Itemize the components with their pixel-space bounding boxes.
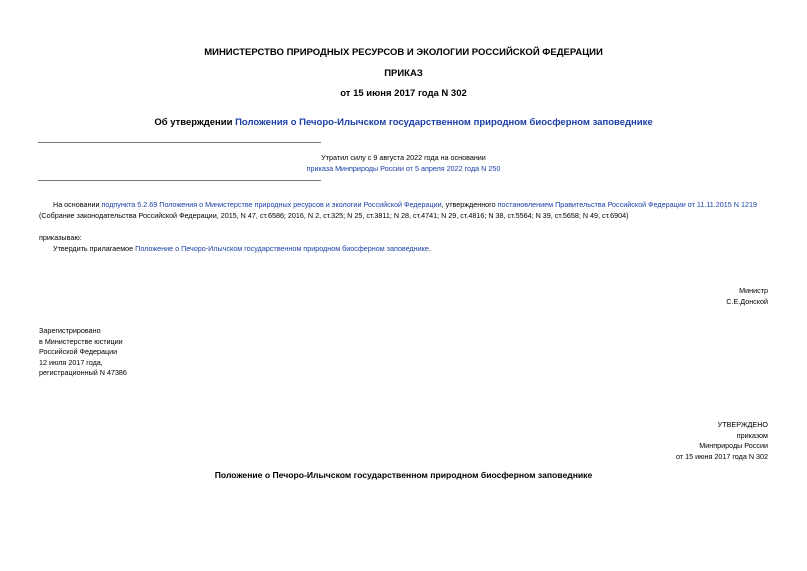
basis-paragraph [39,200,774,221]
signature-block [726,286,768,307]
basis-middle: , утвержденного [441,200,498,209]
registration-line3: Российской Федерации [39,347,118,356]
approved-line2: приказом [736,430,768,440]
approve-prefix: Утвердить прилагаемое [53,244,136,253]
basis-line2: (Собрание законодательства Российской Федерации, 2015, N 47, ст.6586; 2016, N 2, ст.325; N 25, ст.3811; N 28, ст.4741; N 29, ст.4816; N 38, ст.5564; N 39, ст.5658; N 49, ст.6904) [39,210,629,220]
signature-name: С.Е.Донской [726,296,768,306]
order-title [0,117,807,128]
doc-type-heading: ПРИКАЗ [384,68,423,79]
divider-top [38,142,321,143]
approved-line3: Минприроды России [699,441,768,450]
repeal-notice-line1: Утратил силу с 9 августа 2022 года на основании [321,153,486,162]
registration-line1: Зарегистрировано [39,326,101,335]
registration-line4: 12 июля 2017 года, [39,357,103,367]
approved-line4: от 15 июня 2017 года N 302 [675,451,768,461]
divider-bottom [38,180,321,181]
basis-link-regulation[interactable]: подпункта 5.2.69 Положения о Министерстве природных ресурсов и экологии Российской Федерации [101,200,442,209]
order-title-link[interactable]: Положения о Печоро-Илычском государственном природном биосферном заповеднике [235,117,653,128]
approved-line1: УТВЕРЖДЕНО [717,420,768,429]
basis-link-resolution[interactable]: постановлением Правительства Российской Федерации от 11.11.2015 N 1219 [497,200,757,209]
signature-position: Министр [739,286,768,295]
approve-paragraph [53,244,431,255]
registration-block [39,326,127,379]
order-title-prefix: Об утверждении [154,117,236,128]
approved-block [676,420,768,462]
appendix-title: Положение о Печоро-Илычском государственном природном биосферном заповеднике [214,470,593,480]
order-word: приказываю: [39,233,82,242]
approve-link[interactable]: Положение о Печоро-Илычском государственном природном биосферном заповеднике [135,244,429,253]
repeal-order-link[interactable]: приказа Минприроды России от 5 апреля 2022 года N 250 [306,164,501,173]
registration-line2: в Министерстве юстиции [39,336,123,346]
repeal-notice-line2 [0,164,807,175]
registration-line5: регистрационный N 47386 [39,368,127,377]
basis-prefix: На основании [53,200,102,209]
order-date-number: от 15 июня 2017 года N 302 [340,88,467,99]
approve-suffix: . [428,244,431,253]
basis-line1 [39,200,774,211]
ministry-heading: МИНИСТЕРСТВО ПРИРОДНЫХ РЕСУРСОВ И ЭКОЛОГИИ РОССИЙСКОЙ ФЕДЕРАЦИИ [204,47,603,58]
